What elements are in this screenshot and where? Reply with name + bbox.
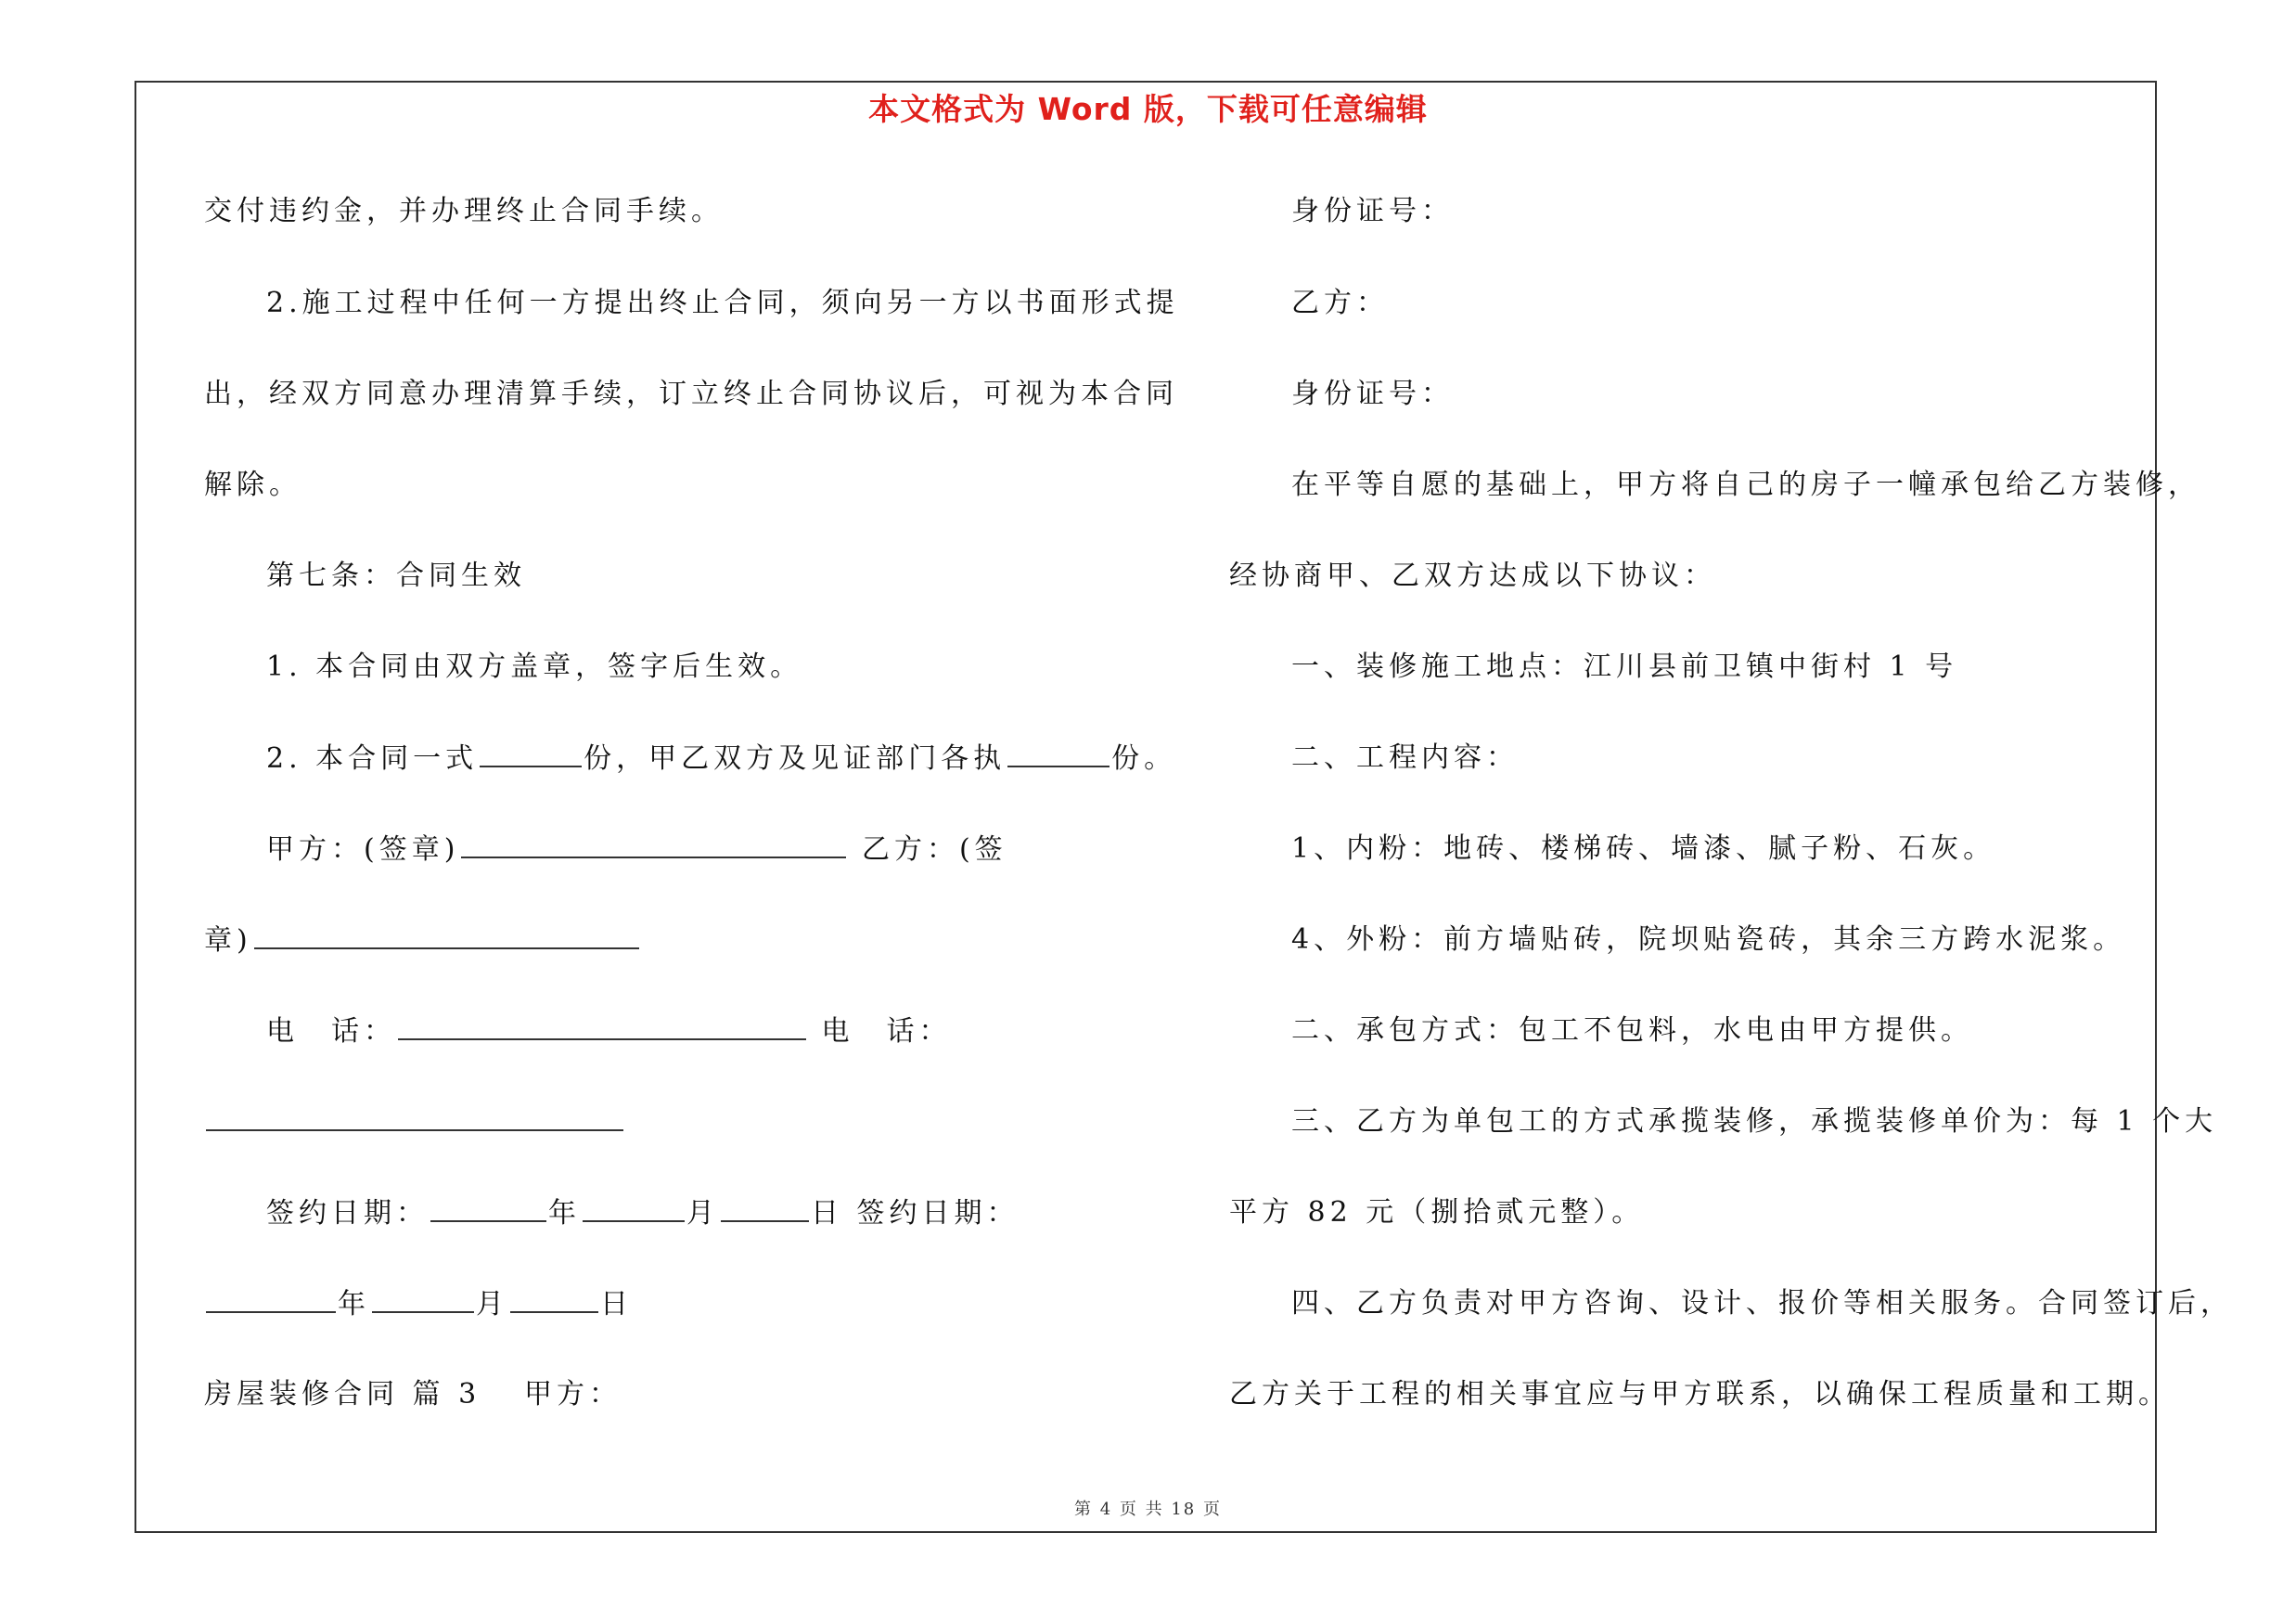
right-line-8: 1、内粉：地砖、楼梯砖、墙漆、腻子粉、石灰。 (1291, 832, 1996, 865)
party-b-seal-label: 乙方：(签 (861, 833, 1007, 866)
sign-date-year-blank-a (430, 1194, 546, 1222)
right-line-6: 一、装修施工地点：江川县前卫镇中街村 1 号 (1291, 650, 1958, 683)
contract-3-title: 房屋装修合同 篇 3 (204, 1378, 481, 1410)
copies-end: 份。 (1111, 742, 1177, 775)
party-b-phone-blank (206, 1103, 623, 1131)
right-line-11: 三、乙方为单包工的方式承揽装修，承揽装修单价为：每 1 个大 (1291, 1105, 2218, 1138)
right-line-10: 二、承包方式：包工不包料，水电由甲方提供。 (1291, 1014, 1973, 1047)
party-a-seal-blank (461, 831, 846, 858)
month-label-b: 月 (476, 1288, 508, 1320)
right-line-5: 经协商甲、乙双方达成以下协议： (1229, 560, 1716, 592)
right-line-12: 平方 82 元（捌拾贰元整）。 (1229, 1196, 1645, 1229)
left-line-1: 交付违约金，并办理终止合同手续。 (204, 195, 724, 227)
copies-label: 2. 本合同一式 (266, 742, 479, 775)
left-line-13 (204, 1285, 633, 1323)
right-line-9: 4、外粉：前方墙贴砖，院坝贴瓷砖，其余三方跨水泥浆。 (1291, 923, 2126, 956)
left-line-11 (204, 1103, 625, 1141)
left-line-6: 1. 本合同由双方盖章，签字后生效。 (266, 650, 803, 683)
sign-date-label-a: 签约日期： (266, 1197, 429, 1230)
right-line-1: 身份证号： (1291, 195, 1454, 227)
sign-date-month-blank-b (372, 1285, 474, 1313)
left-line-9 (204, 921, 641, 960)
party-b-phone-label: 电 话： (821, 1015, 952, 1048)
article-7-heading: 第七条：合同生效 (266, 560, 526, 592)
party-a-label: 甲方： (524, 1378, 622, 1410)
header-banner: 本文格式为 Word 版，下载可任意编辑 (868, 91, 1428, 127)
right-line-3: 身份证号： (1291, 378, 1454, 410)
year-label-b: 年 (338, 1288, 370, 1320)
left-line-7 (266, 740, 1176, 778)
sign-date-day-blank-b (510, 1285, 598, 1313)
left-line-10 (266, 1012, 952, 1050)
year-label-a: 年 (548, 1197, 581, 1230)
day-label-b: 日 (600, 1288, 633, 1320)
sign-date-month-blank-a (583, 1194, 685, 1222)
left-line-8 (266, 831, 1007, 869)
party-a-seal-label: 甲方：(签章) (266, 833, 460, 866)
copies-blank (480, 740, 582, 767)
right-line-14: 乙方关于工程的相关事宜应与甲方联系，以确保工程质量和工期。 (1229, 1378, 2171, 1410)
page-footer: 第 4 页 共 18 页 (1074, 1500, 1222, 1519)
right-line-4: 在平等自愿的基础上，甲方将自己的房子一幢承包给乙方装修， (1291, 469, 2200, 501)
party-b-seal-blank (254, 921, 639, 949)
sign-date-day-blank-a (721, 1194, 809, 1222)
party-a-phone-label: 电 话： (266, 1015, 396, 1048)
party-b-seal-label-cont: 章) (204, 924, 252, 957)
copies-each-blank (1007, 740, 1110, 767)
month-label-a: 月 (686, 1197, 719, 1230)
right-line-2: 乙方： (1291, 287, 1389, 319)
day-label-a: 日 (811, 1197, 843, 1230)
sign-date-label-b: 签约日期： (856, 1197, 1020, 1230)
copies-each-label: 份，甲乙双方及见证部门各执 (584, 742, 1007, 775)
left-line-3: 出，经双方同意办理清算手续，订立终止合同协议后，可视为本合同 (204, 378, 1178, 410)
right-line-7: 二、工程内容： (1291, 741, 1519, 774)
sign-date-year-blank-b (206, 1285, 336, 1313)
party-a-phone-blank (398, 1012, 806, 1040)
left-line-12 (266, 1194, 1020, 1232)
left-line-4: 解除。 (204, 469, 301, 501)
right-line-13: 四、乙方负责对甲方咨询、设计、报价等相关服务。合同签订后， (1291, 1287, 2233, 1320)
left-line-2: 2.施工过程中任何一方提出终止合同，须向另一方以书面形式提 (266, 287, 1179, 319)
